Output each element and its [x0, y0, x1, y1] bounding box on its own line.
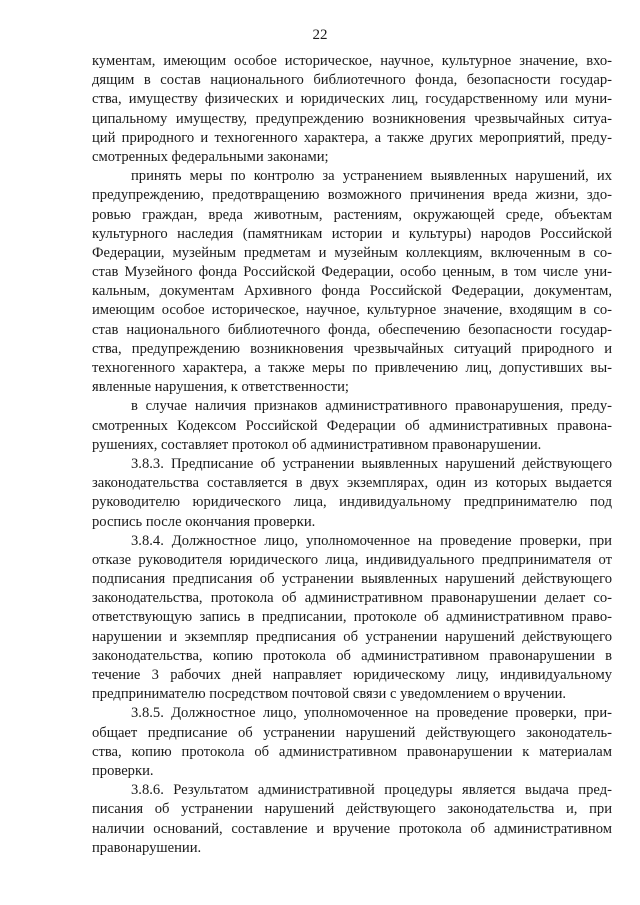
- text-line: руководителю юридического лица, индивидуальному предпринимателю под: [92, 494, 612, 511]
- text-line: Федерации, музейным предметам и музейным коллекциям, включенным в со-: [92, 244, 612, 261]
- text-line: став национального библиотечного фонда, обеспечению безопасности государ-: [92, 321, 612, 338]
- text-line: роспись после окончания проверки.: [92, 513, 316, 530]
- text-line: ответствующую запись в предписании, протоколе об административном право-: [92, 609, 612, 626]
- paragraph-first-line: в случае наличия признаков административного правонарушения, преду-: [131, 398, 612, 415]
- paragraph-first-line: 3.8.3. Предписание об устранении выявленных нарушений действующего: [131, 455, 612, 472]
- text-line: кальным, документам Архивного фонда Российской Федерации, документам,: [92, 283, 612, 300]
- text-line: ства, копию протокола об административном правонарушении к материалам: [92, 743, 612, 760]
- text-line: смотренных Кодексом Российской Федерации об административных правона-: [92, 417, 612, 434]
- text-line: течение 3 рабочих дней направляет юридическому лицу, индивидуальному: [92, 667, 612, 683]
- text-line: дящим в состав национального библиотечного фонда, безопасности государ-: [92, 72, 612, 89]
- text-line: законодательства составляется в двух экземплярах, один из которых выдается: [92, 475, 612, 492]
- text-line: нарушении и экземпляр предписания об устранении нарушений действующего: [92, 628, 612, 645]
- text-line: став Музейного фонда Российской Федерации, особо ценным, в том числе уни-: [92, 264, 612, 281]
- text-line: ства, предупреждению возникновения чрезвычайных ситуаций природного и: [92, 340, 612, 357]
- text-line: подписания предписания об устранении выявленных нарушений действующего: [92, 571, 612, 588]
- text-line: техногенного характера, а также меры по привлечению лиц, допустивших вы-: [92, 360, 612, 376]
- document-body: [92, 52, 612, 858]
- text-line: смотренных федеральными законами;: [92, 148, 329, 165]
- text-line: законодательства, копию протокола об административном правонарушении в: [92, 647, 612, 664]
- paragraph-first-line: 3.8.6. Результатом административной процедуры является выдача пред-: [131, 782, 612, 799]
- text-line: имеющим особое историческое, научное, культурное значение, входящим в со-: [92, 302, 612, 319]
- text-line: ципальному имуществу, предупреждению возникновения чрезвычайных ситуа-: [92, 110, 612, 127]
- text-line: предупреждению, предотвращению возможного причинения вреда жизни, здо-: [92, 187, 612, 204]
- page-number: 22: [312, 27, 328, 43]
- text-line: ций природного и техногенного характера, а также других мероприятий, преду-: [92, 129, 612, 146]
- text-line: культурного наследия (памятникам истории и культуры) народов Российской: [92, 225, 612, 242]
- paragraph-first-line: 3.8.4. Должностное лицо, уполномоченное на проведение проверки, при: [131, 532, 612, 549]
- text-line: ровью граждан, вреда животным, растениям, окружающей среде, объектам: [92, 206, 612, 223]
- text-line: отказе руководителя юридического лица, индивидуального предпринимателя от: [92, 551, 612, 568]
- text-line: наличии оснований, составление и вручение протокола об административном: [92, 820, 612, 837]
- paragraph-first-line: принять меры по контролю за устранением выявленных нарушений, их: [131, 168, 612, 185]
- text-line: законодательства, протокола об административном правонарушении делает со-: [92, 590, 612, 607]
- text-line: писания об устранении нарушений действующего законодательства и, при: [92, 801, 612, 818]
- text-line: проверки.: [92, 762, 154, 779]
- text-line: рушениях, составляет протокол об административном правонарушении.: [92, 436, 542, 453]
- paragraph-first-line: 3.8.5. Должностное лицо, уполномоченное на проведение проверки, при-: [131, 705, 612, 722]
- text-line: предпринимателю посредством почтовой связи с уведомлением о вручении.: [92, 686, 567, 703]
- text-line: правонарушении.: [92, 839, 202, 856]
- text-line: ства, имуществу физических и юридических лиц, государственному или муни-: [92, 91, 612, 108]
- text-line: общает предписание об устранении нарушений действующего законодатель-: [92, 724, 612, 741]
- text-line: явленные нарушения, к ответственности;: [92, 379, 349, 396]
- text-line: кументам, имеющим особое историческое, научное, культурное значение, вхо-: [92, 53, 612, 69]
